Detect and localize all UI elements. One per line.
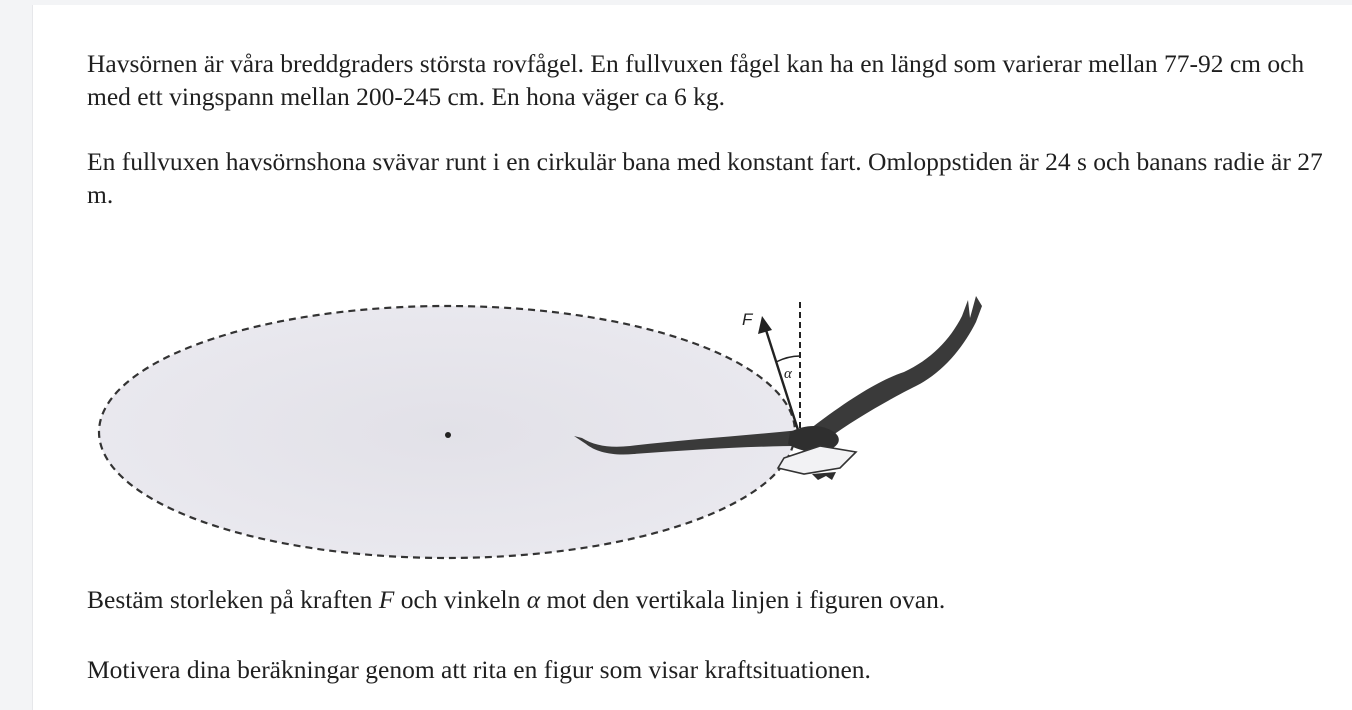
question-part-b: Motivera dina beräkningar genom att rita en figur som visar kraftsituationen. (87, 655, 871, 684)
problem-paragraph: En fullvuxen havsörnshona svävar runt i en cirkulär bana med konstant fart. Omloppstiden är 24 s och banans radie är 27 m. (87, 147, 1323, 209)
question-text-start: Bestäm storleken på kraften (87, 585, 379, 614)
question-part-a (87, 583, 1327, 616)
orbit-path (99, 306, 795, 558)
orbit-center-dot (445, 432, 451, 438)
question-text-mid: och vinkeln (394, 585, 527, 614)
alpha-symbol: α (526, 585, 541, 614)
intro-paragraph: Havsörnen är våra breddgraders största rovfågel. En fullvuxen fågel kan ha en längd som varierar mellan 77-92 cm och med ett vingspann mellan 200-245 cm. En hona väger ca 6 kg. (87, 49, 1305, 111)
angle-arc (776, 356, 800, 362)
angle-label: α (784, 366, 792, 382)
force-label: F (742, 310, 753, 329)
question-text-end: mot den vertikala linjen i figuren ovan. (540, 585, 946, 614)
force-symbol: F (378, 585, 395, 614)
